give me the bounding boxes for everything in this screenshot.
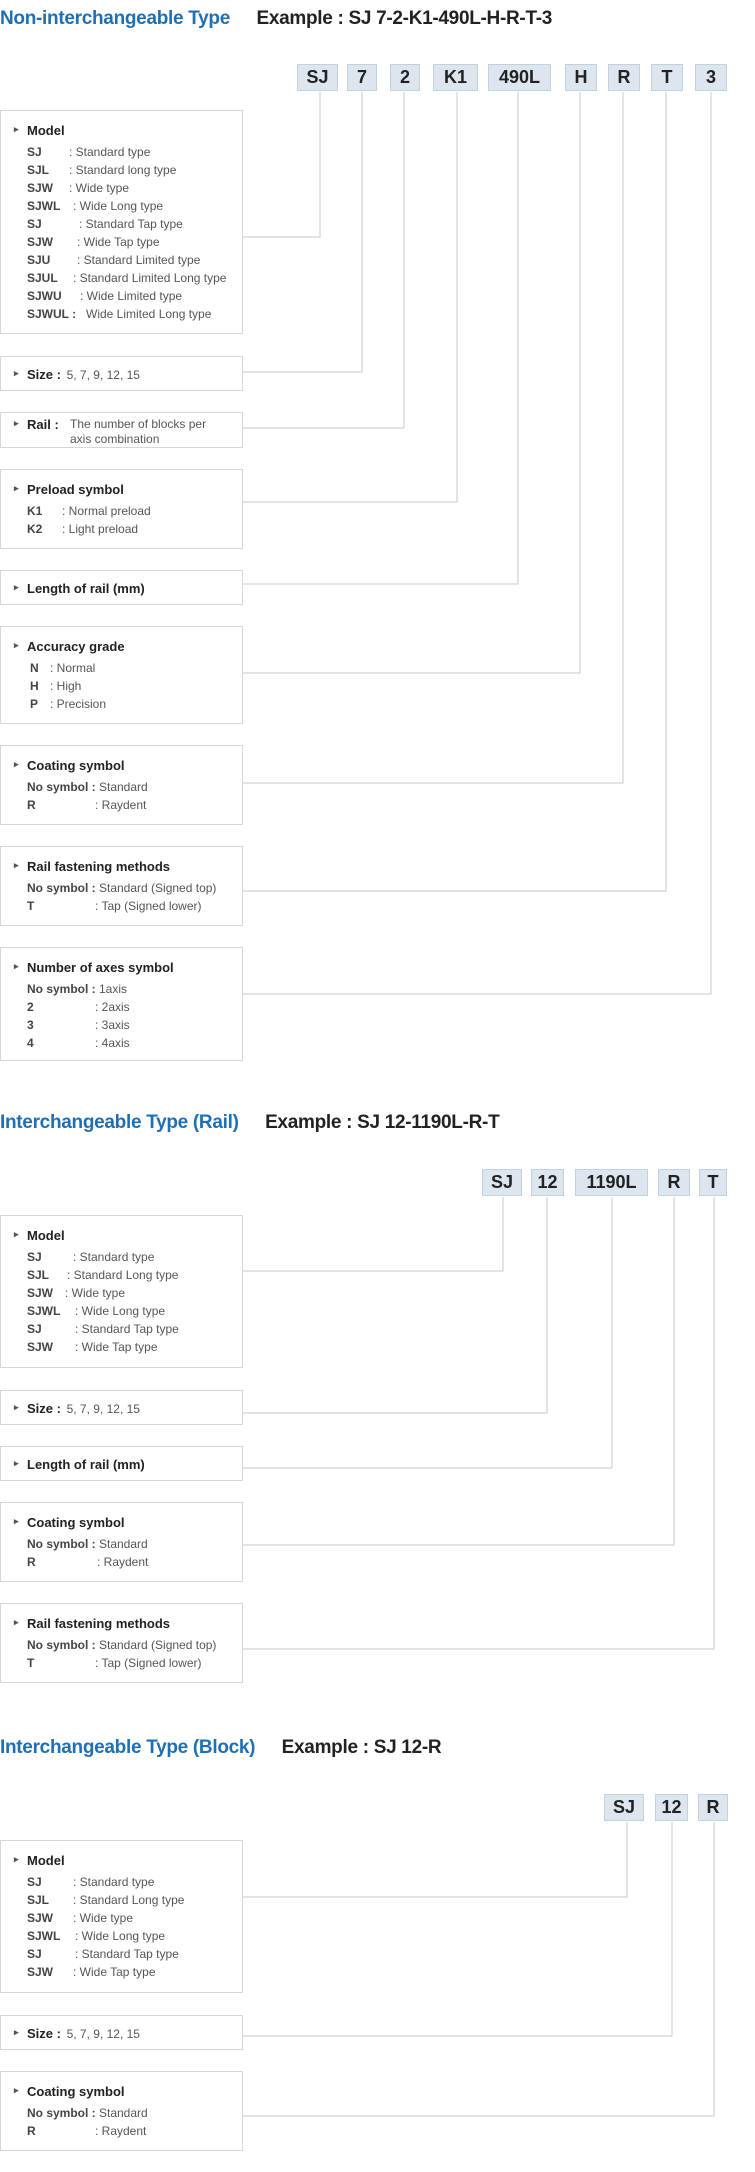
fastening-row: [27, 897, 234, 915]
card-title-text: Length of rail (mm): [27, 1457, 145, 1472]
model-desc: : Standard type: [73, 1250, 155, 1264]
code-box-rail: 2: [390, 64, 420, 91]
model-desc: : Wide Limited type: [80, 289, 183, 303]
card-title: [14, 367, 234, 382]
model-desc: Wide Limited Long type: [86, 307, 212, 321]
card-title: [14, 639, 234, 654]
arrow-icon: ▸: [14, 961, 19, 971]
fastening-row: [27, 1654, 234, 1672]
arrow-icon: ▸: [14, 483, 19, 493]
card-title-text: Length of rail (mm): [27, 581, 145, 596]
model-row: [27, 287, 234, 305]
card-coating: [0, 745, 243, 825]
model-row: [27, 1891, 234, 1909]
connector-1190l: [243, 1197, 612, 1468]
coating-desc: : Raydent: [95, 2124, 147, 2138]
model-row: [27, 1873, 234, 1891]
coating-code: No symbol :: [27, 2106, 96, 2120]
accuracy-desc: : Precision: [50, 697, 107, 711]
axes-row: [27, 998, 234, 1016]
model-code: SJW: [27, 1286, 54, 1300]
rail-description: The number of blocks per axis combination: [70, 417, 207, 446]
section-example: Example : SJ 12-1190L-R-T: [265, 1112, 500, 1133]
card-model: [0, 110, 243, 334]
card-title: [14, 1401, 234, 1416]
model-row: [27, 1927, 234, 1945]
section-title: Non-interchangeable Type: [0, 8, 230, 29]
code-box-coating: R: [608, 64, 640, 91]
card-title: [14, 859, 234, 874]
section-example: Example : SJ 7-2-K1-490L-H-R-T-3: [256, 8, 552, 29]
card-title-text: Coating symbol: [27, 758, 125, 773]
axes-code: No symbol :: [27, 982, 96, 996]
model-desc: : Standard Long type: [67, 1268, 179, 1282]
fastening-desc: : Tap (Signed lower): [95, 899, 202, 913]
card-title-text: Model: [27, 1853, 65, 1868]
model-code: SJ: [27, 1322, 42, 1336]
fastening-desc: Standard (Signed top): [99, 881, 217, 895]
fastening-desc: : Tap (Signed lower): [95, 1656, 202, 1670]
model-row: [27, 251, 234, 269]
model-row: [27, 1963, 234, 1981]
code-box-accuracy: H: [565, 64, 597, 91]
model-desc: : Standard Long type: [73, 1893, 185, 1907]
arrow-icon: ▸: [14, 1458, 19, 1468]
arrow-icon: ▸: [14, 582, 19, 592]
model-code: SJW: [27, 181, 54, 195]
connector-490l: [243, 92, 518, 584]
accuracy-row: [27, 695, 234, 713]
model-code: SJW: [27, 235, 54, 249]
model-desc: : Standard Tap type: [75, 1322, 179, 1336]
preload-code: K2: [27, 522, 43, 536]
card-model: [0, 1215, 243, 1368]
coating-code: R: [27, 798, 36, 812]
code-box-sj: SJ: [604, 1794, 644, 1821]
connector-12: [243, 1822, 672, 2036]
model-row: [27, 1302, 234, 1320]
model-row: [27, 1945, 234, 1963]
axes-desc: : 3axis: [95, 1018, 130, 1032]
card-title-text: Coating symbol: [27, 1515, 125, 1530]
code-box-coating: R: [698, 1794, 728, 1821]
card-title: [14, 123, 234, 138]
model-row: [27, 1909, 234, 1927]
arrow-icon: ▸: [14, 2085, 19, 2095]
model-code: SJUL: [27, 271, 58, 285]
model-code: SJL: [27, 163, 50, 177]
model-code: SJW: [27, 1340, 54, 1354]
model-code: SJW: [27, 1965, 54, 1979]
card-fastening: [0, 846, 243, 926]
size-values: 5, 7, 9, 12, 15: [66, 1402, 140, 1416]
code-box-size: 12: [655, 1794, 688, 1821]
model-row: [27, 1248, 234, 1266]
coating-desc: Standard: [99, 780, 148, 794]
model-desc: : Wide Long type: [73, 199, 164, 213]
model-row: [27, 197, 234, 215]
card-title: [14, 1228, 234, 1243]
arrow-icon: ▸: [14, 1229, 19, 1239]
preload-desc: : Normal preload: [62, 504, 151, 518]
arrow-icon: ▸: [14, 2027, 19, 2037]
fastening-code: T: [27, 899, 35, 913]
card-title: [14, 2026, 234, 2041]
accuracy-row: [27, 659, 234, 677]
axes-desc: : 2axis: [95, 1000, 130, 1014]
card-title: [14, 1853, 234, 1868]
coating-row: [27, 1535, 234, 1553]
section-interchangeable-rail: [0, 1105, 755, 1670]
connector-h: [243, 92, 580, 673]
model-desc: : Standard Limited Long type: [73, 271, 227, 285]
size-values: 5, 7, 9, 12, 15: [66, 2027, 140, 2041]
card-title: [14, 417, 234, 446]
connector-7: [243, 92, 362, 372]
code-box-size: 7: [347, 64, 377, 91]
code-box-length: 490L: [488, 64, 551, 91]
connector-r: [243, 1197, 674, 1545]
card-title: [14, 1616, 234, 1631]
model-code: SJU: [27, 253, 51, 267]
card-title-text: Coating symbol: [27, 2084, 125, 2099]
model-desc: : Wide type: [73, 1911, 134, 1925]
coating-desc: Standard: [99, 1537, 148, 1551]
model-row: [27, 1266, 234, 1284]
card-model: [0, 1840, 243, 1993]
connector-12: [243, 1197, 547, 1413]
card-title: [14, 1457, 234, 1472]
card-title: [14, 482, 234, 497]
model-code: SJ: [27, 1875, 42, 1889]
model-code: SJL: [27, 1268, 50, 1282]
coating-code: No symbol :: [27, 780, 96, 794]
preload-code: K1: [27, 504, 43, 518]
model-code: SJWL: [27, 1929, 61, 1943]
code-box-fastening: T: [699, 1169, 727, 1196]
card-title-text: Rail :: [27, 417, 59, 432]
card-title-text: Rail fastening methods: [27, 1616, 171, 1631]
section-non-interchangeable: [0, 0, 755, 1060]
model-desc: : Standard Tap type: [75, 1947, 179, 1961]
card-title: [14, 2084, 234, 2099]
arrow-icon: ▸: [14, 640, 19, 650]
fastening-desc: Standard (Signed top): [99, 1638, 217, 1652]
preload-row: [27, 520, 234, 538]
connector-sj: [243, 1822, 627, 1897]
axes-code: 3: [27, 1018, 34, 1032]
accuracy-row: [27, 677, 234, 695]
code-box-length: 1190L: [575, 1169, 648, 1196]
model-code: SJL: [27, 1893, 50, 1907]
coating-row: [27, 2104, 234, 2122]
model-code: SJWUL :: [27, 307, 77, 321]
arrow-icon: ▸: [14, 124, 19, 134]
card-title: [14, 960, 234, 975]
card-coating: [0, 2071, 243, 2151]
axes-code: 4: [27, 1036, 34, 1050]
card-size: [0, 2015, 243, 2050]
axes-desc: 1axis: [99, 982, 128, 996]
model-desc: : Standard type: [73, 1875, 155, 1889]
model-row: [27, 269, 234, 287]
card-length: [0, 1446, 243, 1481]
connector-t: [243, 92, 666, 891]
coating-desc: : Raydent: [97, 1555, 149, 1569]
model-code: SJ: [27, 217, 42, 231]
coating-row: [27, 796, 234, 814]
connector-t: [243, 1197, 714, 1649]
connector-2: [243, 92, 404, 428]
model-row: [27, 1284, 234, 1302]
arrow-icon: ▸: [14, 1854, 19, 1864]
code-box-sj: SJ: [297, 64, 338, 91]
connector-3: [243, 92, 711, 994]
card-size: [0, 356, 243, 391]
card-fastening: [0, 1603, 243, 1683]
card-title-text: Model: [27, 123, 65, 138]
fastening-row: [27, 879, 234, 897]
axes-desc: : 4axis: [95, 1036, 130, 1050]
card-title: [14, 758, 234, 773]
size-values: 5, 7, 9, 12, 15: [66, 368, 140, 382]
coating-code: R: [27, 1555, 36, 1569]
model-desc: : Wide Tap type: [75, 1340, 158, 1354]
fastening-code: T: [27, 1656, 35, 1670]
model-desc: : Wide Long type: [75, 1304, 166, 1318]
model-desc: : Wide Tap type: [73, 1965, 156, 1979]
card-coating: [0, 1502, 243, 1582]
fastening-row: [27, 1636, 234, 1654]
fastening-code: No symbol :: [27, 881, 96, 895]
coating-code: No symbol :: [27, 1537, 96, 1551]
section-example: Example : SJ 12-R: [281, 1737, 442, 1758]
accuracy-code: P: [30, 697, 39, 711]
accuracy-desc: : High: [50, 679, 82, 693]
axes-row: [27, 980, 234, 998]
model-desc: : Standard Tap type: [79, 217, 183, 231]
model-desc: : Wide type: [69, 181, 130, 195]
arrow-icon: ▸: [14, 759, 19, 769]
arrow-icon: ▸: [14, 1516, 19, 1526]
card-title-text: Rail fastening methods: [27, 859, 171, 874]
arrow-icon: ▸: [14, 860, 19, 870]
coating-row: [27, 1553, 234, 1571]
fastening-code: No symbol :: [27, 1638, 96, 1652]
model-row: [27, 215, 234, 233]
model-row: [27, 1338, 234, 1356]
code-box-size: 12: [531, 1169, 564, 1196]
coating-desc: Standard: [99, 2106, 148, 2120]
connector-k1: [243, 92, 457, 502]
model-code: SJ: [27, 1250, 42, 1264]
code-box-coating: R: [658, 1169, 690, 1196]
model-desc: : Standard long type: [69, 163, 177, 177]
axes-row: [27, 1034, 234, 1052]
arrow-icon: ▸: [14, 418, 19, 428]
card-title: [14, 581, 234, 596]
accuracy-code: N: [30, 661, 39, 675]
section-title: Interchangeable Type (Block): [0, 1737, 256, 1758]
connector-r: [243, 92, 623, 783]
preload-row: [27, 502, 234, 520]
card-title-text: Size :: [27, 367, 61, 382]
connector-sj: [243, 92, 320, 237]
coating-row: [27, 2122, 234, 2140]
card-size: [0, 1390, 243, 1425]
coating-row: [27, 778, 234, 796]
arrow-icon: ▸: [14, 1617, 19, 1627]
connector-r: [243, 1822, 714, 2116]
section-title: Interchangeable Type (Rail): [0, 1112, 239, 1133]
model-code: SJWL: [27, 1304, 61, 1318]
model-row: [27, 179, 234, 197]
preload-desc: : Light preload: [62, 522, 139, 536]
model-desc: : Wide Tap type: [77, 235, 160, 249]
model-row: [27, 233, 234, 251]
accuracy-code: H: [30, 679, 39, 693]
model-row: [27, 305, 234, 323]
card-preload: [0, 469, 243, 549]
card-title-text: Model: [27, 1228, 65, 1243]
model-code: SJW: [27, 1911, 54, 1925]
card-title: [14, 1515, 234, 1530]
code-box-sj: SJ: [482, 1169, 522, 1196]
model-desc: : Wide type: [65, 1286, 126, 1300]
model-desc: : Standard type: [69, 145, 151, 159]
accuracy-desc: : Normal: [50, 661, 96, 675]
card-title-text: Size :: [27, 2026, 61, 2041]
model-row: [27, 161, 234, 179]
axes-code: 2: [27, 1000, 34, 1014]
model-code: SJ: [27, 1947, 42, 1961]
model-code: SJ: [27, 145, 42, 159]
code-box-fastening: T: [651, 64, 683, 91]
section-interchangeable-block: [0, 1730, 755, 2160]
model-row: [27, 143, 234, 161]
card-accuracy: [0, 626, 243, 724]
arrow-icon: ▸: [14, 1402, 19, 1412]
coating-code: R: [27, 2124, 36, 2138]
code-box-preload: K1: [433, 64, 478, 91]
model-code: SJWU: [27, 289, 62, 303]
model-desc: : Standard Limited type: [77, 253, 201, 267]
card-axes: [0, 947, 243, 1061]
card-title-text: Accuracy grade: [27, 639, 125, 654]
card-rail: [0, 412, 243, 448]
coating-desc: : Raydent: [95, 798, 147, 812]
card-length: [0, 570, 243, 605]
arrow-icon: ▸: [14, 368, 19, 378]
connector-sj: [243, 1197, 503, 1271]
card-title-text: Preload symbol: [27, 482, 124, 497]
model-code: SJWL: [27, 199, 61, 213]
card-title-text: Number of axes symbol: [27, 960, 174, 975]
model-row: [27, 1320, 234, 1338]
card-title-text: Size :: [27, 1401, 61, 1416]
code-box-axes: 3: [695, 64, 727, 91]
axes-row: [27, 1016, 234, 1034]
model-desc: : Wide Long type: [75, 1929, 166, 1943]
